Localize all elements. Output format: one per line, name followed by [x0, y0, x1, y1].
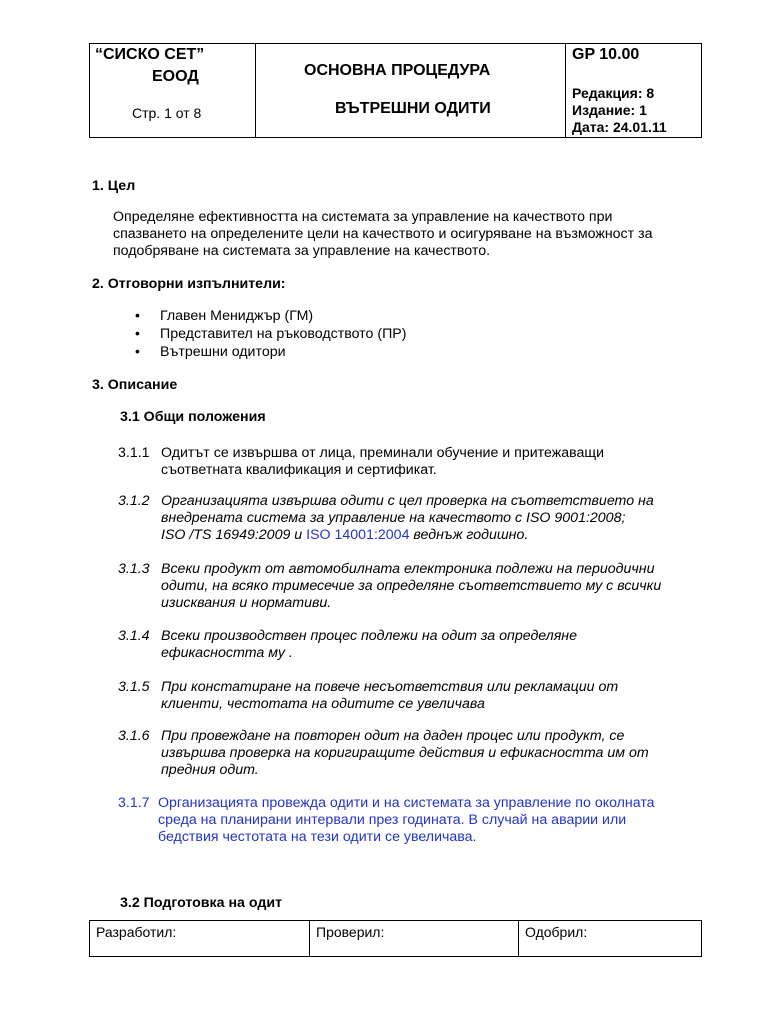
clause-number: 3.1.1 [118, 445, 150, 461]
clause-text: Всеки продукт от автомобилната електроника подлежи на периодични [161, 561, 655, 577]
clause-text: Всеки производствен процес подлежи на одит за определяне [161, 628, 578, 644]
clause-number: 3.1.3 [118, 561, 150, 577]
subsection-heading: 3.2 Подготовка на одит [120, 895, 283, 911]
section-heading: 3. Описание [92, 377, 178, 393]
clause-text: среда на планирани интервали през годината. В случай на аварии или [158, 812, 627, 828]
table-divider [518, 921, 519, 956]
clause-text [161, 527, 528, 544]
paragraph-line: Определяне ефективността на системата за управление на качеството при [113, 209, 613, 225]
clause-number: 3.1.5 [118, 679, 150, 695]
company-type: ЕООД [152, 68, 199, 85]
section-heading: 2. Отговорни изпълнители: [92, 276, 286, 292]
subsection-heading: 3.1 Общи положения [120, 409, 266, 425]
clause-text-part: ISO /TS 16949:2009 и [161, 527, 307, 543]
paragraph-line: спазването на определените цели на качеството и осигуряване на възможност за [113, 226, 653, 242]
clause-text: При констатиране на повече несъответствия или рекламации от [161, 679, 619, 695]
clause-number: 3.1.6 [118, 728, 150, 744]
clause-text: внедрената система за управление на качеството с ISO 9001:2008; [161, 510, 626, 526]
header-table [89, 43, 702, 138]
document-code: GP 10.00 [572, 46, 640, 63]
clause-text-part: веднъж годишно. [409, 527, 529, 543]
clause-number: 3.1.2 [118, 493, 150, 509]
header-divider [565, 44, 566, 137]
clause-text: ефикасността му . [161, 645, 293, 661]
date: Дата: 24.01.11 [572, 119, 667, 135]
revision: Редакция: 8 [572, 85, 655, 101]
section-heading: 1. Цел [92, 178, 136, 194]
clause-text: При провеждане на повторен одит на даден процес или продукт, се [161, 728, 625, 744]
developed-by-label: Разработил: [96, 924, 177, 940]
bullet-icon: • [135, 325, 140, 341]
clause-text: бедствия честотата на тези одити се увеличава. [158, 829, 477, 845]
clause-text: предния одит. [161, 762, 259, 778]
clause-text: Одитът се извършва от лица, преминали обучение и притежаващи [161, 445, 604, 461]
clause-text: Организацията провежда одити и на системата за управление по околната [158, 795, 655, 811]
approved-by-label: Одобрил: [525, 924, 588, 940]
clause-number: 3.1.7 [118, 795, 150, 811]
paragraph-line: подобряване на системата за управление на качеството. [113, 243, 491, 259]
signature-table [89, 920, 702, 957]
page-number: Стр. 1 от 8 [132, 105, 202, 121]
header-divider [255, 44, 256, 137]
table-divider [309, 921, 310, 956]
list-item: Представител на ръководството (ПР) [160, 326, 407, 342]
clause-text: изисквания и нормативи. [161, 595, 332, 611]
clause-number: 3.1.4 [118, 628, 150, 644]
clause-text: Организацията извършва одити с цел проверка на съответствието на [161, 493, 654, 509]
iso-reference: ISO 14001:2004 [306, 527, 410, 543]
bullet-icon: • [135, 343, 140, 359]
clause-text: съответната квалификация и сертификат. [161, 462, 437, 478]
clause-text: клиенти, честотата на одитите се увеличава [161, 696, 485, 712]
list-item: Главен Мениджър (ГМ) [160, 308, 314, 324]
edition: Издание: 1 [572, 102, 647, 118]
list-item: Вътрешни одитори [160, 344, 286, 360]
clause-text: извършва проверка на коригиращите действия и ефикасността им от [161, 745, 649, 761]
document-title: ОСНОВНА ПРОЦЕДУРА [304, 62, 491, 79]
clause-text: одити, на всяко тримесечие за определяне съответствието му с всички [161, 578, 662, 594]
company-name: “СИСКО СЕТ” [95, 46, 205, 63]
bullet-icon: • [135, 307, 140, 323]
document-subtitle: ВЪТРЕШНИ ОДИТИ [335, 100, 491, 117]
checked-by-label: Проверил: [316, 924, 385, 940]
